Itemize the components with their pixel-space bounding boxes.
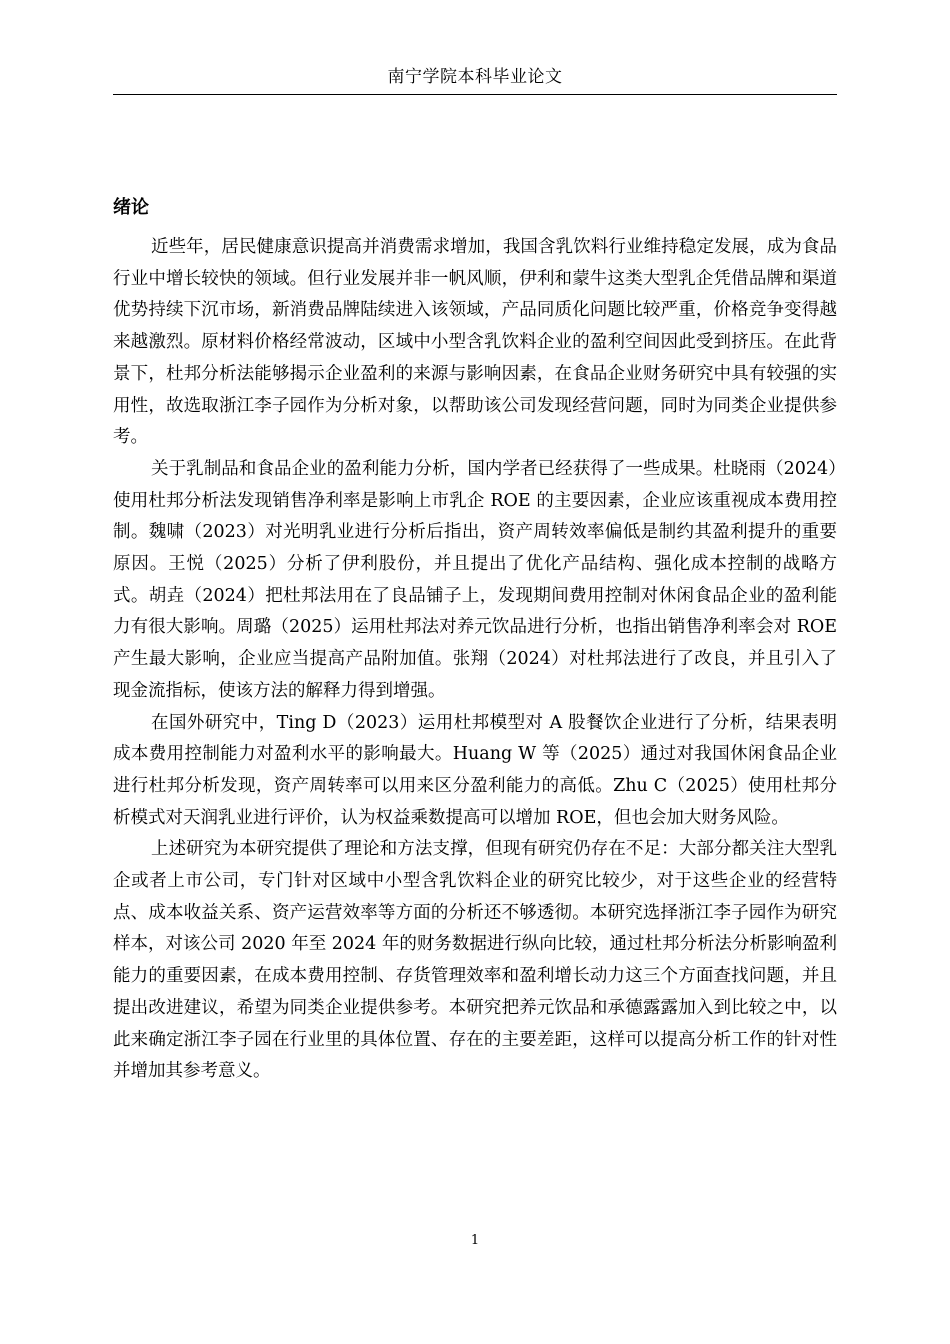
page-number: 1 [470,1233,480,1248]
paragraph-1: 近些年，居民健康意识提高并消费需求增加，我国含乳饮料行业维持稳定发展，成为食品行业中增长较快的领域。但行业发展并非一帆风顺，伊利和蒙牛这类大型乳企凭借品牌和渠道优势持续下沉市场，新消费品牌陆续进入该领域，产品同质化问题比较严重，价格竞争变得越来越激烈。原材料价格经常波动，区域中小型含乳饮料企业的盈利空间因此受到挤压。在此背景下，杜邦分析法能够揭示企业盈利的来源与影响因素，在食品企业财务研究中具有较强的实用性，故选取浙江李子园作为分析对象，以帮助该公司发现经营问题，同时为同类企业提供参考。 [113,237,837,448]
header-rule [113,94,837,95]
paragraph-2: 关于乳制品和食品企业的盈利能力分析，国内学者已经获得了一些成果。杜晓雨（2024）使用杜邦分析法发现销售净利率是影响上市乳企 ROE 的主要因素，企业应该重视成本费用控制。魏啸（2023）对光明乳业进行分析后指出，资产周转效率偏低是制约其盈利提升的重要原因。王悦（2025）分析了伊利股份，并且提出了优化产品结构、强化成本控制的战略方式。胡垚（2024）把杜邦法用在了良品铺子上，发现期间费用控制对休闲食品企业的盈利能力有很大影响。周璐（2025）运用杜邦法对养元饮品进行分析，也指出销售净利率会对 ROE 产生最大影响，企业应当提高产品附加值。张翔（2024）对杜邦法进行了改良，并且引入了现金流指标，使该方法的解释力得到增强。 [113,458,837,701]
paragraph-3: 在国外研究中，Ting D（2023）运用杜邦模型对 A 股餐饮企业进行了分析，结果表明成本费用控制能力对盈利水平的影响最大。Huang W 等（2025）通过对我国休闲食品企业进行杜邦分析发现，资产周转率可以用来区分盈利能力的高低。Zhu C（2025）使用杜邦分析模式对天润乳业进行评价，认为权益乘数提高可以增加 ROE，但也会加大财务风险。 [113,712,837,828]
paragraph-4: 上述研究为本研究提供了理论和方法支撑，但现有研究仍存在不足：大部分都关注大型乳企或者上市公司，专门针对区域中小型含乳饮料企业的研究比较少，对于这些企业的经营特点、成本收益关系、资产运营效率等方面的分析还不够透彻。本研究选择浙江李子园作为研究样本，对该公司 2020 年至 2024 年的财务数据进行纵向比较，通过杜邦分析法分析影响盈利能力的重要因素，在成本费用控制、存货管理效率和盈利增长动力这三个方面查找问题，并且提出改进建议，希望为同类企业提供参考。本研究把养元饮品和承德露露加入到比较之中，以此来确定浙江李子园在行业里的具体位置、存在的主要差距，这样可以提高分析工作的针对性并增加其参考意义。 [113,839,837,1082]
body-text [113,232,837,1088]
section-heading: 绪论 [113,197,149,218]
running-header: 南宁学院本科毕业论文 [387,67,563,87]
